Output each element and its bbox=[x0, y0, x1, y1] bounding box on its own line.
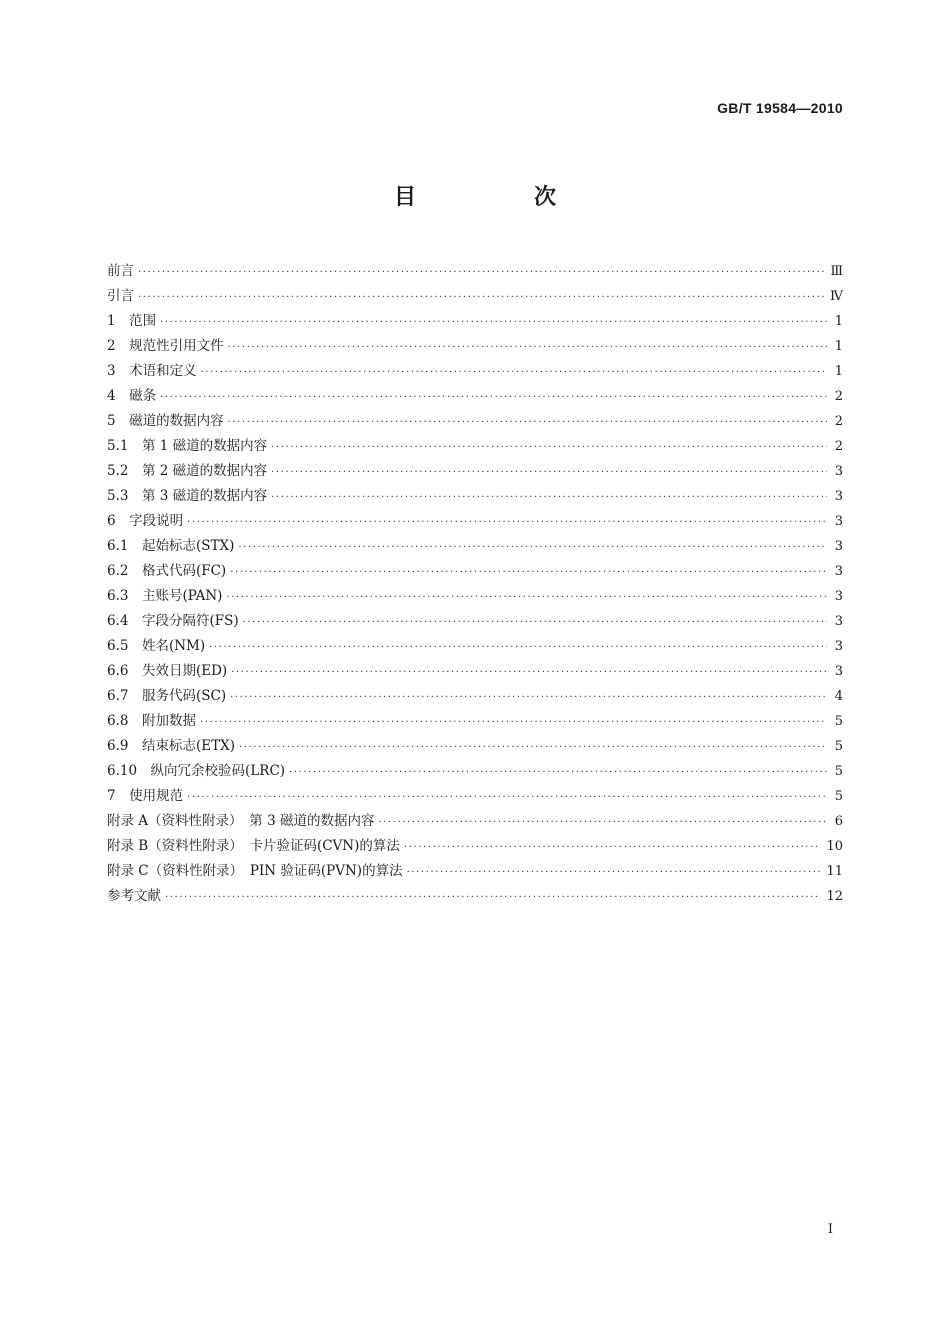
toc-entry-label: 6.9 结束标志(ETX) bbox=[107, 738, 235, 754]
dot-leader bbox=[138, 260, 824, 285]
toc-entry-label: 6.6 失效日期(ED) bbox=[107, 663, 228, 679]
dot-leader bbox=[228, 410, 827, 435]
toc-entry-foreword[interactable] bbox=[107, 259, 843, 284]
toc-entry-label: 7 使用规范 bbox=[107, 788, 184, 804]
toc-entry-page: 5 bbox=[834, 764, 843, 779]
dot-leader bbox=[201, 360, 827, 385]
dot-leader bbox=[289, 760, 827, 785]
page-number: I bbox=[827, 1222, 833, 1237]
toc-entry-label: 6.5 姓名(NM) bbox=[107, 638, 206, 654]
toc-entry-5[interactable] bbox=[107, 409, 843, 434]
toc-entry-6-2[interactable] bbox=[107, 559, 843, 584]
toc-entry-page: 3 bbox=[834, 564, 843, 579]
toc-entry-page: 3 bbox=[834, 639, 843, 654]
toc-entry-label: 5.3 第 3 磁道的数据内容 bbox=[107, 488, 268, 504]
toc-entry-page: 3 bbox=[834, 664, 843, 679]
toc-entry-2[interactable] bbox=[107, 334, 843, 359]
dot-leader bbox=[243, 610, 827, 635]
toc-entry-label: 5.1 第 1 磁道的数据内容 bbox=[107, 438, 268, 454]
toc-entry-bibliography[interactable] bbox=[107, 884, 843, 909]
toc-entry-page: 2 bbox=[834, 414, 843, 429]
toc-entry-label: 6.2 格式代码(FC) bbox=[107, 563, 227, 579]
standard-number: GB/T 19584—2010 bbox=[717, 100, 843, 116]
dot-leader bbox=[165, 885, 820, 910]
toc-entry-page: 2 bbox=[834, 439, 843, 454]
toc-entry-label: 6.4 字段分隔符(FS) bbox=[107, 613, 239, 629]
toc-entry-annex-a[interactable] bbox=[107, 809, 843, 834]
toc-entry-label: 6.1 起始标志(STX) bbox=[107, 538, 235, 554]
dot-leader bbox=[407, 860, 821, 885]
toc-entry-5-2[interactable] bbox=[107, 459, 843, 484]
toc-entry-label: 6.3 主账号(PAN) bbox=[107, 588, 223, 604]
dot-leader bbox=[230, 685, 827, 710]
dot-leader bbox=[160, 310, 827, 335]
dot-leader bbox=[239, 735, 827, 760]
toc-entry-page: Ⅲ bbox=[830, 264, 843, 279]
dot-leader bbox=[209, 635, 827, 660]
toc-entry-page: 3 bbox=[834, 464, 843, 479]
toc-entry-label: 附录 B（资料性附录） 卡片验证码(CVN)的算法 bbox=[107, 838, 400, 854]
toc-entry-page: 4 bbox=[834, 689, 843, 704]
dot-leader bbox=[230, 560, 827, 585]
toc-title: 目 次 bbox=[393, 185, 604, 210]
toc-entry-label: 附录 A（资料性附录） 第 3 磁道的数据内容 bbox=[107, 813, 375, 829]
toc-entry-page: 3 bbox=[834, 589, 843, 604]
toc-entry-page: 1 bbox=[834, 339, 843, 354]
toc-entry-label: 5 磁道的数据内容 bbox=[107, 413, 224, 429]
toc-entry-label: 3 术语和定义 bbox=[107, 363, 197, 379]
toc-entry-label: 6.8 附加数据 bbox=[107, 713, 196, 729]
toc-entry-page: 5 bbox=[834, 739, 843, 754]
toc-entry-page: 6 bbox=[834, 814, 843, 829]
toc-entry-label: 6.10 纵向冗余校验码(LRC) bbox=[107, 763, 286, 779]
toc-entry-label: 2 规范性引用文件 bbox=[107, 338, 224, 354]
toc-entry-6-10[interactable] bbox=[107, 759, 843, 784]
toc-entry-label: 4 磁条 bbox=[107, 388, 157, 404]
toc-entry-page: 2 bbox=[834, 389, 843, 404]
table-of-contents bbox=[107, 259, 843, 909]
toc-entry-6-5[interactable] bbox=[107, 634, 843, 659]
toc-entry-6-6[interactable] bbox=[107, 659, 843, 684]
toc-entry-page: 12 bbox=[826, 889, 843, 904]
toc-entry-label: 引言 bbox=[107, 288, 134, 304]
toc-entry-page: 3 bbox=[834, 539, 843, 554]
toc-entry-label: 6 字段说明 bbox=[107, 513, 184, 529]
toc-entry-page: 10 bbox=[826, 839, 843, 854]
toc-entry-6-9[interactable] bbox=[107, 734, 843, 759]
dot-leader bbox=[271, 460, 827, 485]
toc-entry-7[interactable] bbox=[107, 784, 843, 809]
toc-entry-introduction[interactable] bbox=[107, 284, 843, 309]
dot-leader bbox=[271, 485, 827, 510]
toc-entry-page: 3 bbox=[834, 489, 843, 504]
dot-leader bbox=[187, 510, 827, 535]
dot-leader bbox=[160, 385, 827, 410]
dot-leader bbox=[187, 785, 827, 810]
dot-leader bbox=[138, 285, 824, 310]
toc-entry-annex-b[interactable] bbox=[107, 834, 843, 859]
toc-entry-5-1[interactable] bbox=[107, 434, 843, 459]
dot-leader bbox=[404, 835, 821, 860]
toc-entry-6-1[interactable] bbox=[107, 534, 843, 559]
dot-leader bbox=[228, 335, 827, 360]
dot-leader bbox=[271, 435, 827, 460]
toc-entry-5-3[interactable] bbox=[107, 484, 843, 509]
toc-entry-label: 前言 bbox=[107, 263, 134, 279]
toc-entry-page: 1 bbox=[834, 364, 843, 379]
toc-entry-page: 1 bbox=[834, 314, 843, 329]
toc-entry-1[interactable] bbox=[107, 309, 843, 334]
dot-leader bbox=[238, 535, 827, 560]
toc-entry-6-8[interactable] bbox=[107, 709, 843, 734]
dot-leader bbox=[378, 810, 827, 835]
toc-entry-page: 3 bbox=[834, 614, 843, 629]
toc-entry-6-3[interactable] bbox=[107, 584, 843, 609]
toc-entry-6-4[interactable] bbox=[107, 609, 843, 634]
toc-entry-page: 5 bbox=[834, 714, 843, 729]
toc-entry-label: 参考文献 bbox=[107, 888, 161, 904]
toc-entry-page: 11 bbox=[826, 864, 843, 879]
toc-entry-label: 1 范围 bbox=[107, 313, 157, 329]
toc-entry-6-7[interactable] bbox=[107, 684, 843, 709]
toc-entry-3[interactable] bbox=[107, 359, 843, 384]
dot-leader bbox=[200, 710, 827, 735]
toc-entry-page: 5 bbox=[834, 789, 843, 804]
dot-leader bbox=[226, 585, 827, 610]
toc-entry-4[interactable] bbox=[107, 384, 843, 409]
toc-entry-label: 附录 C（资料性附录） PIN 验证码(PVN)的算法 bbox=[107, 863, 403, 879]
dot-leader bbox=[231, 660, 827, 685]
toc-entry-label: 6.7 服务代码(SC) bbox=[107, 688, 227, 704]
toc-entry-page: 3 bbox=[834, 514, 843, 529]
toc-entry-page: Ⅳ bbox=[830, 289, 843, 304]
toc-entry-6[interactable] bbox=[107, 509, 843, 534]
toc-entry-annex-c[interactable] bbox=[107, 859, 843, 884]
toc-entry-label: 5.2 第 2 磁道的数据内容 bbox=[107, 463, 268, 479]
